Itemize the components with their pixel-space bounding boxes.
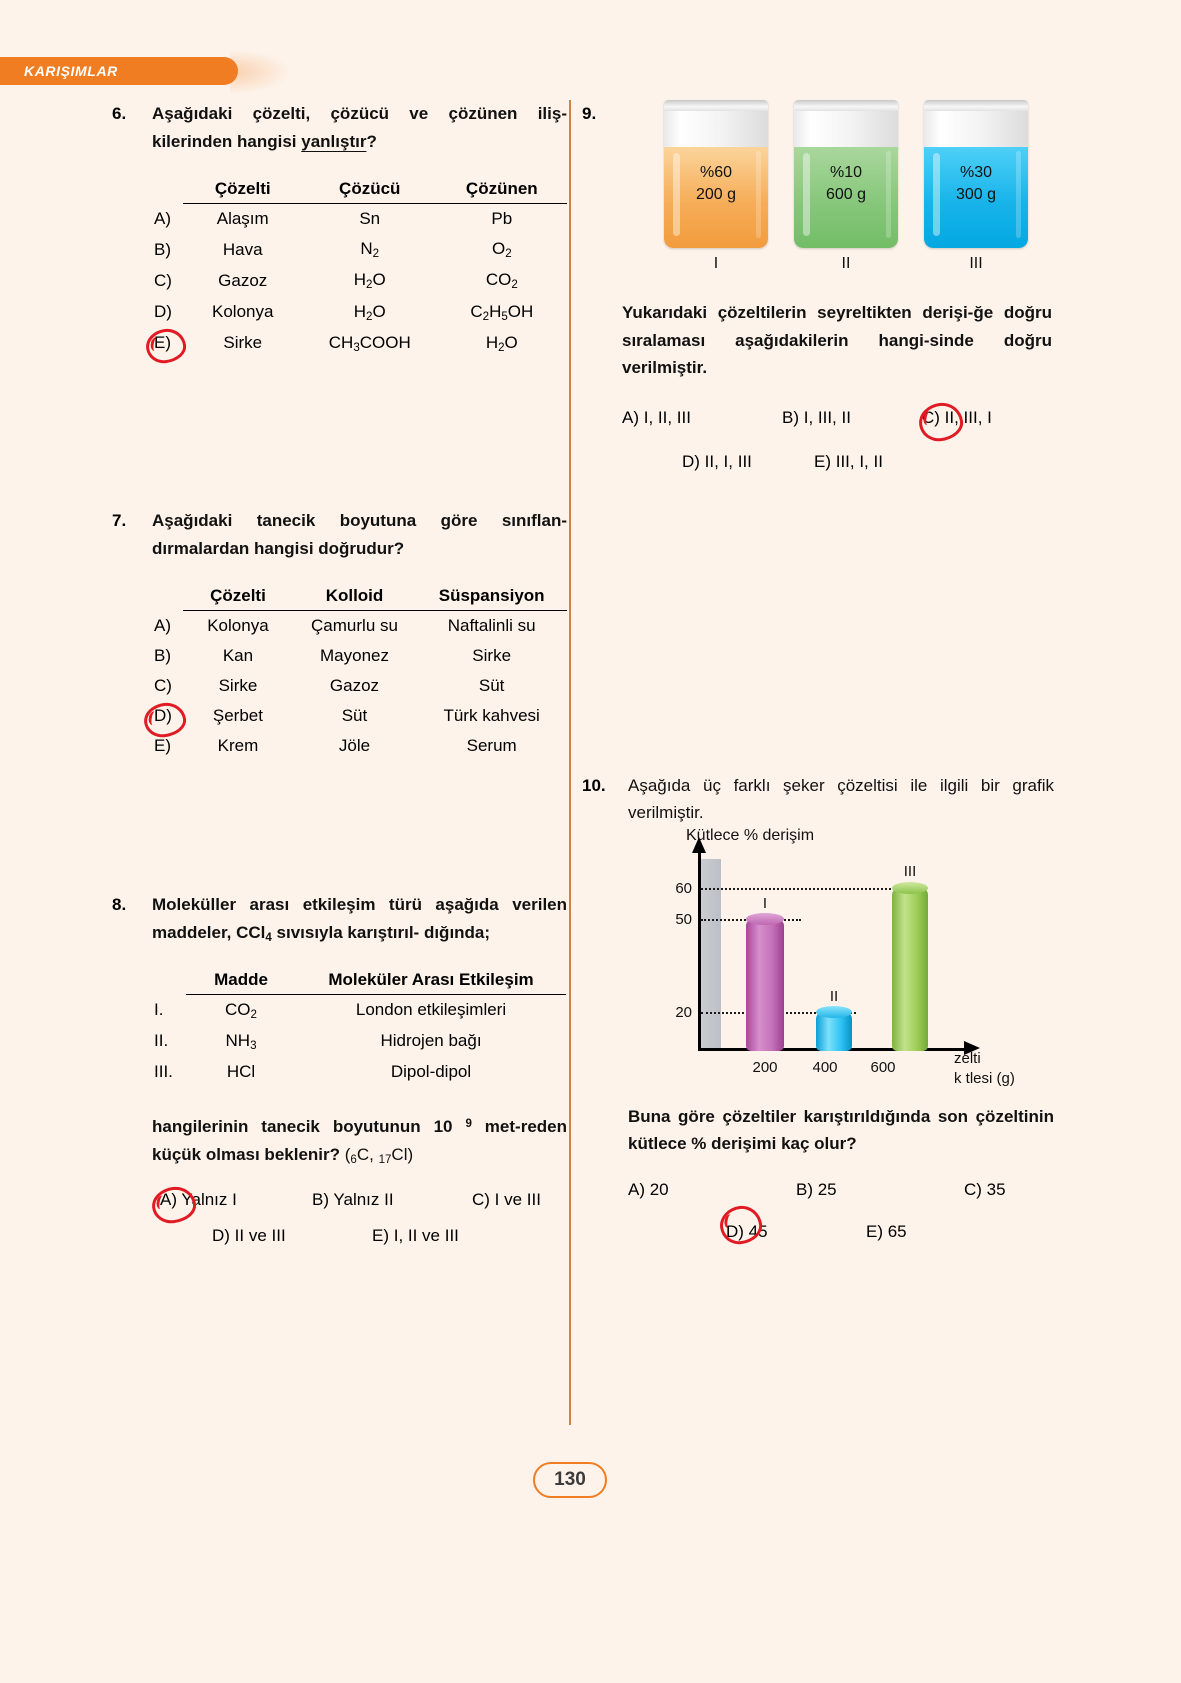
cell-d-1: Şerbet <box>212 706 263 726</box>
cell-d-3: Türk kahvesi <box>443 706 540 726</box>
left-column <box>112 100 567 1246</box>
table-row[interactable] <box>152 297 567 328</box>
table-header-row <box>152 584 567 611</box>
beaker-2-text <box>794 162 898 205</box>
option-label-c: C) <box>154 676 172 696</box>
beaker-1-percent: %60 <box>699 164 733 181</box>
cell-c-1: Sirke <box>218 676 258 696</box>
table-row[interactable] <box>152 641 567 671</box>
beaker-2-mass: 600 g <box>825 185 867 203</box>
exponent-9: 9 <box>465 1117 472 1130</box>
cell-b-2: Mayonez <box>320 646 389 666</box>
beaker-2-rim <box>794 100 898 111</box>
cell-b-3: Sirke <box>472 646 512 666</box>
chart-ytick-20: 20 <box>675 1003 692 1021</box>
cell-e-1: Krem <box>217 736 259 756</box>
chart-bar-1-cap <box>746 913 784 925</box>
option-label-c: C) <box>154 270 172 290</box>
cell-e-3: $H_2O$ <box>485 332 518 354</box>
question-8-number: 8. <box>112 895 127 915</box>
element-c: C, <box>356 1144 379 1164</box>
table-row[interactable] <box>152 328 567 359</box>
question-6-stem-before: Aşağıdaki çözelti, çözücü ve çözünen iliş-kilerinden hangisi <box>152 104 567 151</box>
question-9-choices-row2 <box>622 452 1052 472</box>
table-header-cozucu: Çözücü <box>303 177 437 204</box>
question-8-tail <box>152 1113 567 1169</box>
question-10-tail: Buna göre çözeltiler karıştırıldığında son çözeltinin kütlece % derişimi kaç olur? <box>628 1106 1054 1154</box>
cell-e-3: Serum <box>466 736 517 756</box>
cell-i-etkilesim: London etkileşimleri <box>355 1000 507 1020</box>
question-8-stem-line3: dığında; <box>423 922 491 942</box>
beaker-group-1 <box>664 100 768 273</box>
option-label-a: A) <box>154 615 171 635</box>
question-6-number: 6. <box>112 104 127 123</box>
beaker-group-3 <box>924 100 1028 273</box>
beaker-1-mass: 200 g <box>695 185 737 203</box>
table-row[interactable] <box>152 234 567 265</box>
option-label-d: D) <box>154 302 172 322</box>
choice-a[interactable]: A) Yalnız I <box>160 1189 237 1209</box>
question-10 <box>582 772 1052 1242</box>
question-8-choices-row2 <box>152 1226 567 1246</box>
beaker-3-label: III <box>969 255 983 272</box>
cell-e-2: $CH_3COOH$ <box>328 332 411 354</box>
table-header-blank <box>152 177 183 204</box>
beaker-3-mass: 300 g <box>955 185 997 203</box>
chart-xtick-400: 400 <box>812 1058 838 1076</box>
question-9-number: 9. <box>582 104 597 123</box>
cell-i-madde: $CO_2$ <box>225 999 257 1021</box>
cell-b-1: Kan <box>222 646 254 666</box>
chart-sugar-solutions <box>654 827 1054 1089</box>
cell-a-2: Çamurlu su <box>311 616 398 636</box>
choice-b[interactable]: B) I, III, II <box>782 407 851 427</box>
row-label-ii: II. <box>154 1031 169 1051</box>
table-header-kolloid: Kolloid <box>293 584 417 611</box>
question-9-choices-row1 <box>622 408 1052 428</box>
table-row[interactable] <box>152 265 567 296</box>
choice-c[interactable]: C) II, III, I <box>922 407 992 427</box>
option-label-a: A) <box>154 208 171 228</box>
question-7-stem: Aşağıdaki tanecik boyutuna göre sınıflan-dırmalardan hangisi doğrudur? <box>152 511 567 558</box>
cell-e-1: Sirke <box>223 333 263 353</box>
cell-c-2: Gazoz <box>329 676 380 696</box>
table-header-row <box>152 177 567 204</box>
chart-x-axis-caption-line2: k tlesi (g) <box>954 1069 1015 1087</box>
question-10-number: 10. <box>582 775 606 795</box>
table-row <box>152 1057 566 1087</box>
table-header-suspansiyon: Süspansiyon <box>416 584 567 611</box>
choice-b[interactable]: B) Yalnız II <box>312 1189 394 1209</box>
choice-d[interactable]: D) II, I, III <box>682 451 752 471</box>
choice-e[interactable]: E) 65 <box>866 1221 907 1241</box>
question-8-stem-line1: Moleküller arası etkileşim türü aşağıda <box>152 895 499 915</box>
table-header-cozelti: Çözelti <box>183 584 292 611</box>
cell-c-1: Gazoz <box>218 270 268 290</box>
beaker-3 <box>924 100 1028 248</box>
question-8-choices <box>152 1190 567 1246</box>
option-label-d: D) <box>154 706 172 726</box>
beaker-3-percent: %30 <box>959 164 993 181</box>
choice-c[interactable]: C) 35 <box>964 1179 1006 1199</box>
chart-bar-2-label: II <box>829 987 839 1005</box>
column-divider <box>569 100 571 1425</box>
element-cl: Cl) <box>391 1144 414 1164</box>
question-8-tail-b: met-reden küçük olması beklenir? <box>152 1117 567 1164</box>
table-header-blank <box>152 968 186 995</box>
question-8-table <box>152 968 566 1087</box>
beaker-2-percent: %10 <box>829 164 863 181</box>
question-9 <box>582 100 1052 472</box>
chart-x-axis-caption-line1: zelti <box>954 1049 981 1067</box>
cell-e-2: Jöle <box>338 736 371 756</box>
question-8-stem <box>152 891 567 947</box>
table-row <box>152 994 566 1026</box>
choice-e[interactable]: E) III, I, II <box>814 451 883 471</box>
question-7-table <box>152 584 567 761</box>
question-7 <box>112 507 567 761</box>
chart-y-axis-title: Kütlece % derişim <box>686 826 815 844</box>
choice-d[interactable]: D) 45 <box>726 1221 768 1241</box>
choice-a[interactable]: A) I, II, III <box>622 407 691 427</box>
table-row[interactable] <box>152 731 567 761</box>
cell-c-3: Süt <box>478 676 505 696</box>
table-header-cozunen: Çözünen <box>437 177 567 204</box>
table-row[interactable] <box>152 701 567 731</box>
cell-b-2: $N_2$ <box>360 239 380 261</box>
cell-a-3: Pb <box>491 209 513 229</box>
option-label-e: E) <box>154 333 171 353</box>
row-label-iii: III. <box>154 1062 173 1082</box>
chart-gridline-60 <box>701 888 911 890</box>
atomic-number-c: 6 <box>350 1153 357 1166</box>
row-label-i: I. <box>154 999 164 1019</box>
question-10-choices-row1 <box>628 1180 1054 1200</box>
question-6-stem-underlined: yanlıştır <box>301 131 367 151</box>
option-label-b: B) <box>154 646 171 666</box>
beaker-2-label: II <box>841 255 851 272</box>
chart-xtick-600: 600 <box>870 1058 896 1076</box>
table-row[interactable] <box>152 204 567 235</box>
question-7-number: 7. <box>112 511 127 530</box>
header-glow <box>230 50 290 94</box>
chart-bar-1 <box>746 919 784 1051</box>
cell-d-2: Süt <box>341 706 368 726</box>
option-label-e: E) <box>154 736 171 756</box>
cell-iii-madde: HCl <box>226 1062 256 1082</box>
question-6-stem-after: ? <box>366 131 377 151</box>
question-9-choices <box>622 408 1052 472</box>
cell-c-3: $CO_2$ <box>485 270 518 292</box>
beaker-3-rim <box>924 100 1028 111</box>
chapter-tab <box>0 57 238 85</box>
cell-a-1: Alaşım <box>216 209 269 229</box>
question-10-stem: Aşağıda üç farklı şeker çözeltisi ile ilgili bir grafik verilmiştir. <box>628 775 1054 823</box>
question-6-table <box>152 177 567 359</box>
cell-iii-etkilesim: Dipol-dipol <box>390 1062 472 1082</box>
question-6 <box>112 100 567 359</box>
cell-c-2: $H_2O$ <box>353 270 386 292</box>
table-header-madde: Madde <box>186 968 296 995</box>
chart-ytick-60: 60 <box>675 879 692 897</box>
table-header-etkilesim: Moleküler Arası Etkileşim <box>296 968 566 995</box>
choice-a[interactable]: A) 20 <box>628 1179 669 1199</box>
question-8 <box>112 891 567 1245</box>
question-10-choices <box>628 1180 1054 1242</box>
paren-open: ( <box>344 1144 351 1164</box>
cell-d-3: $C_2H_5OH$ <box>470 301 534 323</box>
question-8-choices-row1 <box>152 1190 567 1210</box>
cell-ii-madde: $NH_3$ <box>225 1030 257 1053</box>
option-label-b: B) <box>154 239 171 259</box>
chart-y-axis <box>698 851 701 1051</box>
ccl4-subscript: 4 <box>265 931 272 944</box>
cell-d-1: Kolonya <box>212 302 274 322</box>
table-header-blank <box>152 584 183 611</box>
cell-b-1: Hava <box>222 239 263 259</box>
table-row[interactable] <box>152 611 567 642</box>
chart-bar-2-cap <box>816 1006 852 1018</box>
chart-bar-3-label: III <box>903 862 917 880</box>
question-8-stem-line2b: sıvısıyla karıştırıl- <box>271 922 420 942</box>
chapter-tab-label: KARIŞIMLAR <box>24 63 118 79</box>
chart-bar-3 <box>892 888 928 1051</box>
cell-a-1: Kolonya <box>207 616 269 636</box>
chart-bar-2 <box>816 1012 852 1051</box>
chart-x-axis-caption <box>954 1049 1015 1090</box>
cell-d-2: $H_2O$ <box>353 301 386 323</box>
question-10-choices-row2 <box>628 1222 1054 1242</box>
question-9-stem: Yukarıdaki çözeltilerin seyreltikten derişi-ğe doğru sıralaması aşağıdakilerin hangi-sinde doğru verilmiştir. <box>622 303 1052 378</box>
table-header-cozelti: Çözelti <box>183 177 303 204</box>
beaker-3-text <box>924 162 1028 205</box>
cell-a-3: Naftalinli su <box>447 616 536 636</box>
chart-ytick-50: 50 <box>675 910 692 928</box>
beaker-diagram <box>664 100 1052 273</box>
atomic-number-cl: 17 <box>378 1153 392 1166</box>
chart-xtick-200: 200 <box>752 1058 778 1076</box>
choice-e[interactable]: E) I, II ve III <box>372 1225 459 1245</box>
page-number: 130 <box>533 1462 607 1498</box>
beaker-2 <box>794 100 898 248</box>
table-row <box>152 1026 566 1057</box>
question-6-stem <box>152 100 567 155</box>
cell-ii-etkilesim: Hidrojen bağı <box>380 1031 482 1051</box>
beaker-1-rim <box>664 100 768 111</box>
beaker-group-2 <box>794 100 898 273</box>
choice-b[interactable]: B) 25 <box>796 1179 837 1199</box>
right-column <box>582 100 1052 1242</box>
choice-c[interactable]: C) I ve III <box>472 1189 541 1209</box>
choice-d[interactable]: D) II ve III <box>212 1225 286 1245</box>
question-8-stem-line2a: verilen maddeler, CCl <box>152 895 568 942</box>
table-header-row <box>152 968 566 995</box>
table-row[interactable] <box>152 671 567 701</box>
beaker-1-text <box>664 162 768 205</box>
question-8-atomic-numbers <box>345 1145 413 1164</box>
beaker-1 <box>664 100 768 248</box>
question-8-tail-a: hangilerinin tanecik boyutunun 10 <box>152 1117 453 1137</box>
beaker-1-label: I <box>713 255 719 272</box>
cell-a-2: Sn <box>359 209 381 229</box>
chart-bar-1-label: I <box>762 894 768 912</box>
cell-b-3: $O_2$ <box>491 239 512 261</box>
chart-bar-3-cap <box>892 882 928 894</box>
